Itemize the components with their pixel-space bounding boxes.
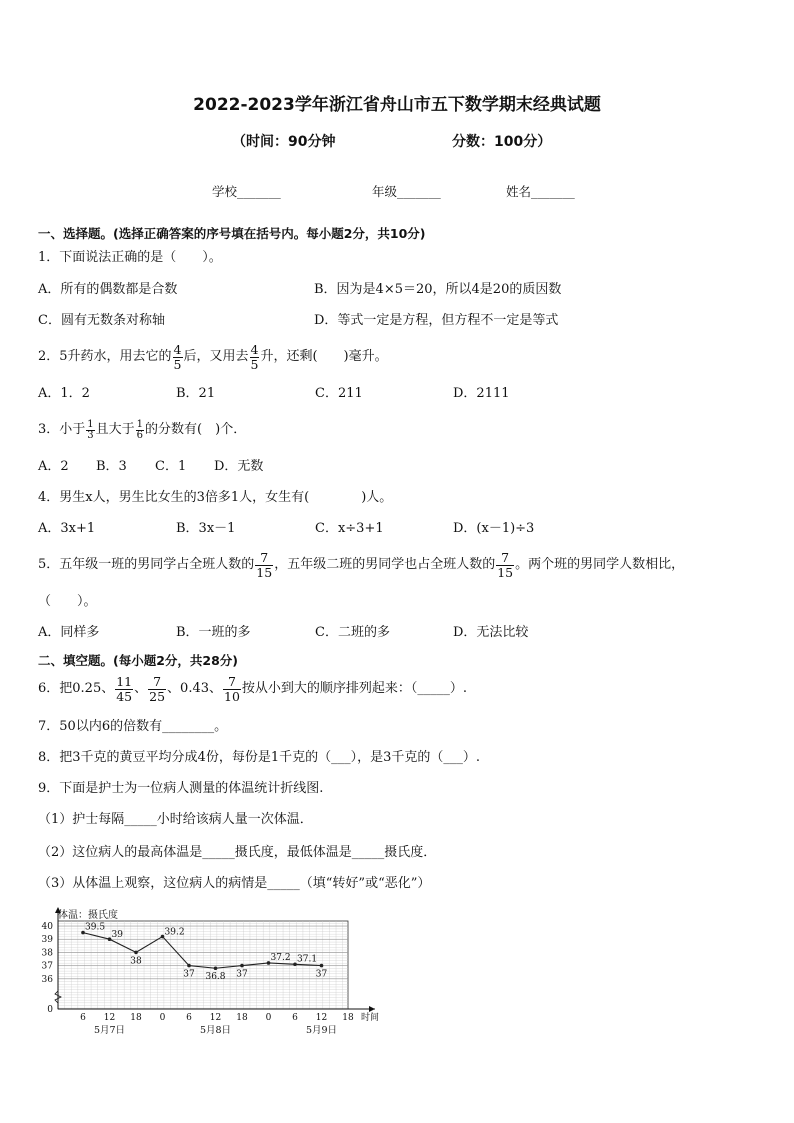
q1-option-c: C．圆有无数条对称轴	[38, 313, 165, 328]
q2-option-a: A．1．2	[38, 386, 90, 401]
fraction	[173, 343, 183, 372]
q1-option-d: D．等式一定是方程，但方程不一定是等式	[314, 313, 559, 328]
data-label: 37	[183, 969, 195, 980]
q4-option-c: C．x÷3+1	[315, 521, 384, 536]
q4-stem: 4．男生x人，男生比女生的3倍多1人，女生有( )人。	[38, 490, 393, 505]
q5-text-pre: 5．五年级一班的男同学占全班人数的	[38, 557, 255, 572]
data-point	[320, 964, 324, 968]
q3-text-pre: 3．小于	[38, 422, 86, 437]
q5-option-c: C．二班的多	[315, 625, 390, 640]
q5-option-b: B．一班的多	[176, 625, 251, 640]
q6-text-pre: 6．把0.25、	[38, 681, 115, 696]
school-field: 学校_______	[212, 184, 281, 199]
page-title: 2022-2023学年浙江省舟山市五下数学期末经典试题	[193, 95, 601, 115]
data-label: 37	[236, 969, 248, 980]
q2-text-pre: 2．5升药水，用去它的	[38, 349, 172, 364]
fraction-denominator: 5	[250, 356, 259, 372]
fraction	[115, 675, 133, 704]
y-tick-label: 40	[41, 922, 53, 932]
q4-option-a: A．3x+1	[38, 521, 96, 536]
fraction-numerator: 7	[260, 549, 269, 565]
data-point	[187, 964, 191, 968]
data-label: 37.1	[297, 954, 318, 965]
q7-stem: 7．50以内6的倍数有________。	[38, 719, 228, 734]
x-day-label: 5月7日	[93, 1025, 126, 1035]
data-label: 37	[315, 969, 328, 980]
q2-stem	[38, 341, 388, 373]
name-field: 姓名_______	[506, 184, 575, 199]
section1-heading: 一、选择题。(选择正确答案的序号填在括号内。每小题2分，共10分)	[38, 226, 426, 241]
data-label: 37.2	[270, 952, 291, 963]
fraction	[255, 551, 273, 580]
data-point	[214, 966, 218, 970]
x-axis-arrow	[369, 1006, 375, 1012]
fraction	[148, 675, 166, 704]
q3-option-d: D．无数	[214, 459, 264, 474]
x-tick-label: 6	[80, 1013, 86, 1023]
fraction	[86, 420, 94, 441]
q2-option-c: C．211	[315, 386, 363, 401]
q3-stem	[38, 416, 246, 444]
exam-score: 分数：100分）	[452, 134, 552, 150]
fraction-numerator: 1	[136, 418, 144, 430]
fraction	[250, 343, 260, 372]
x-tick-label: 18	[236, 1013, 248, 1023]
grade-field: 年级_______	[372, 184, 441, 199]
data-label: 39.5	[85, 922, 106, 933]
data-point	[134, 951, 138, 955]
q3-text-mid: 且大于	[95, 422, 135, 437]
x-tick-label: 0	[159, 1013, 166, 1023]
q3-option-b: B．3	[96, 459, 127, 474]
q9-part2: （2）这位病人的最高体温是_____摄氏度，最低体温是_____摄氏度．	[38, 845, 437, 860]
q9-stem: 9．下面是护士为一位病人测量的体温统计折线图.	[38, 781, 324, 796]
x-tick-label: 6	[186, 1013, 192, 1023]
y-tick-label: 36	[41, 974, 53, 985]
section2-heading: 二、填空题。(每小题2分，共28分)	[38, 653, 239, 668]
q6-separator: 、	[134, 681, 148, 696]
q5-stem	[38, 548, 684, 582]
q3-option-c: C．1	[155, 459, 187, 474]
fraction-numerator: 1	[87, 418, 94, 430]
fraction-numerator: 4	[173, 341, 182, 357]
x-day-label: 5月8日	[199, 1025, 232, 1035]
q5-option-d: D．无法比较	[453, 625, 529, 640]
chart-y-axis-label: 体温：摄氏度	[58, 910, 118, 921]
y-tick-label: 38	[41, 948, 53, 959]
fraction-numerator: 7	[227, 673, 236, 689]
data-point	[240, 964, 244, 968]
data-label: 39.2	[164, 927, 185, 938]
q3-option-a: A．2	[38, 459, 69, 474]
x-tick-label: 12	[209, 1013, 222, 1023]
temperature-line-chart	[30, 905, 390, 1035]
q1-option-a: A．所有的偶数都是合数	[38, 282, 178, 297]
y-tick-label: 39	[41, 935, 53, 946]
fraction-denominator: 45	[116, 688, 133, 704]
q2-option-d: D．2111	[453, 386, 510, 401]
x-tick-label: 12	[315, 1013, 328, 1023]
fraction-numerator: 7	[501, 549, 510, 565]
fraction	[223, 675, 241, 704]
fraction-denominator: 3	[87, 429, 94, 441]
q8-stem: 8．把3千克的黄豆平均分成4份，每份是1千克的（___），是3千克的（___）.	[38, 750, 480, 765]
q2-text-mid: 后，又用去	[183, 349, 249, 364]
q5-answer-line: （ ）。	[38, 594, 97, 609]
q9-part1: （1）护士每隔_____小时给该病人量一次体温．	[38, 812, 313, 827]
exam-time: （时间：90分钟	[232, 134, 336, 150]
fraction-denominator: 25	[149, 688, 166, 704]
data-label: 36.8	[205, 972, 226, 983]
x-tick-label: 18	[342, 1013, 354, 1023]
chart-x-axis-label: 时间	[361, 1013, 380, 1023]
q5-text-post: 。两个班的男同学人数相比，	[515, 557, 685, 572]
q2-option-b: B．21	[176, 386, 216, 401]
data-label: 39	[111, 930, 123, 941]
x-tick-label: 6	[292, 1013, 298, 1023]
q9-part3: （3）从体温上观察，这位病人的病情是_____（填“转好”或“恶化”）	[38, 876, 431, 891]
data-label: 38	[130, 956, 142, 967]
fraction-denominator: 15	[497, 564, 514, 580]
x-day-label: 5月9日	[305, 1025, 338, 1035]
q6-text-post: 按从小到大的顺序排列起来：（_____）.	[241, 681, 468, 696]
y-tick-label: 0	[47, 1005, 53, 1015]
fraction-denominator: 6	[136, 429, 144, 441]
q6-separator: 、0.43、	[167, 681, 222, 696]
q1-option-b: B．因为是4×5＝20，所以4是20的质因数	[314, 282, 562, 297]
q1-stem: 1．下面说法正确的是（ ）。	[38, 250, 222, 265]
y-tick-label: 37	[41, 961, 53, 972]
fraction-denominator: 10	[224, 688, 240, 704]
fraction-denominator: 15	[256, 564, 273, 580]
q6-stem	[38, 671, 467, 707]
fraction-denominator: 5	[173, 356, 182, 372]
q4-option-d: D．(x－1)÷3	[453, 521, 535, 536]
q4-option-b: B．3x－1	[176, 521, 236, 536]
x-tick-label: 0	[265, 1013, 272, 1023]
fraction-numerator: 7	[153, 673, 162, 689]
x-tick-label: 18	[130, 1013, 142, 1023]
fraction	[136, 420, 144, 441]
fraction-numerator: 4	[250, 341, 259, 357]
q3-text-post: 的分数有( )个．	[145, 422, 247, 437]
q5-text-mid: ，五年级二班的男同学也占全班人数的	[274, 557, 496, 572]
fraction	[496, 551, 514, 580]
q2-text-post: 升，还剩( )毫升。	[260, 349, 388, 364]
x-tick-label: 12	[103, 1013, 116, 1023]
fraction-numerator: 11	[116, 673, 133, 689]
q5-option-a: A．同样多	[38, 625, 100, 640]
